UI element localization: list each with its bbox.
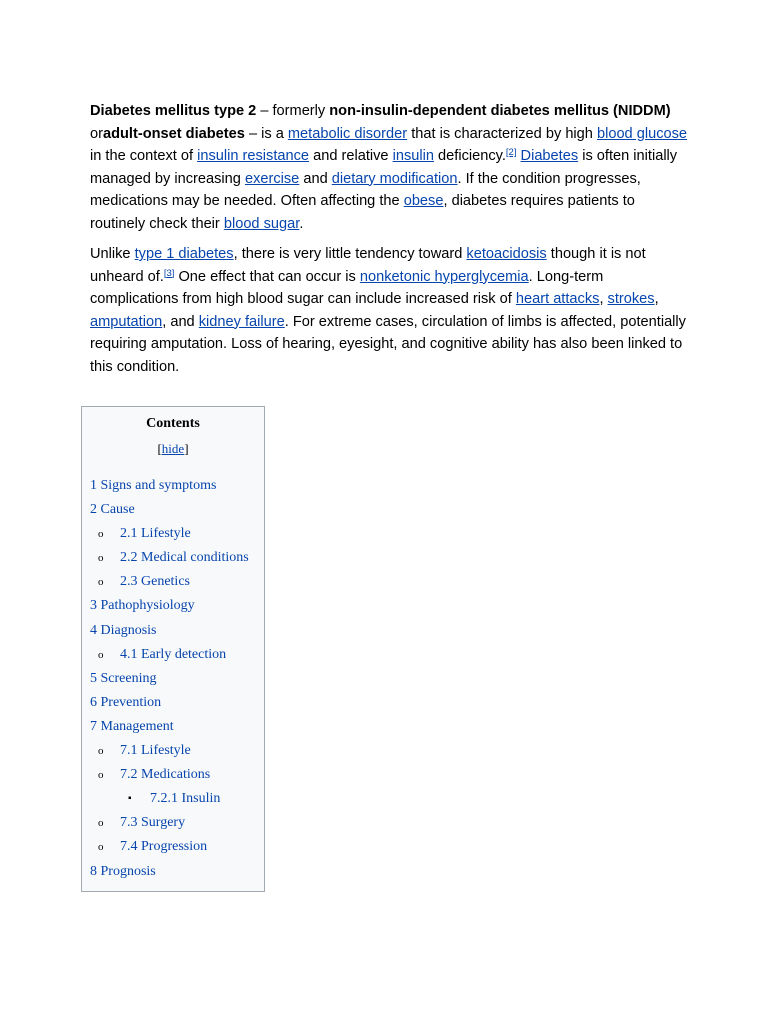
toc-item-number: 4.1 [120,646,138,662]
toc-item-label: Lifestyle [141,743,191,759]
text-run: – is a [244,125,288,142]
hollow-bullet-icon: o [98,769,104,782]
toc-item-number: 7 [90,718,97,734]
hollow-bullet-icon: o [98,552,104,565]
toc-title: Contents [146,416,200,431]
alt-name-niddm: non-insulin-dependent diabetes mellitus (NIDDM) [329,103,671,119]
toc-item-label: Cause [100,502,135,518]
toc-item [82,691,264,715]
toc-item-label: Genetics [141,574,190,590]
text-run: Unlike [90,246,135,262]
text-run: , [654,291,659,307]
toc-item-number: 2 [90,502,97,518]
hollow-bullet-icon: o [98,841,104,854]
text-run: One effect that can occur is [174,268,360,285]
text-run: . Long-term complications from high blood sugar can include increased risk of [90,268,604,307]
text-run: in the context of [90,148,198,164]
toc-item-number: 7.4 [120,839,138,855]
toc-link[interactable] [150,791,220,806]
toc-link[interactable] [90,671,156,686]
link-nonketonic-hyperglycemia[interactable]: nonketonic hyperglycemia [359,268,529,285]
link-exercise[interactable]: exercise [244,170,300,187]
toc-item [82,546,264,570]
text-run: that is characterized by high [407,125,597,142]
toc-item-number: 7.2 [120,767,138,783]
toc-item-label: Signs and symptoms [100,478,217,493]
hollow-bullet-icon: o [98,528,104,541]
toc-link[interactable] [120,767,210,782]
link-amputation[interactable]: amputation [90,313,163,330]
link-diabetes[interactable]: Diabetes [520,148,579,164]
text-run: , diabetes requires patients to routinely check their [90,193,635,232]
toc-link[interactable] [120,574,190,589]
text-run: deficiency. [433,148,506,164]
text-run: is often initially managed by increasing [90,148,678,187]
text-run: and [299,170,332,187]
link-kidney-failure[interactable]: kidney failure [198,313,285,330]
toc-item-label: Prognosis [100,863,156,879]
toc-list [82,474,264,884]
link-heart-attacks[interactable]: heart attacks [515,291,600,307]
toc-item-label: Pathophysiology [100,598,195,614]
toc-item [82,570,264,594]
toc-item-label: Diagnosis [100,622,157,638]
toc-link[interactable] [90,864,156,879]
alt-name-adult-onset: adult-onset diabetes [102,125,245,142]
toc-item-number: 6 [90,694,97,710]
toc-item [82,835,264,859]
link-type-1-diabetes[interactable]: type 1 diabetes [134,246,234,262]
link-obese[interactable]: obese [403,193,444,209]
toc-item-number: 3 [90,598,97,614]
text-run: . [299,215,304,232]
intro-paragraph [90,100,690,235]
text-run: , and [162,313,199,330]
toc-link[interactable] [90,502,135,517]
toc-item-label: Progression [141,839,208,855]
article-subject: Diabetes mellitus type 2 [90,103,257,119]
toc-item [82,498,264,522]
text-run: . For extreme cases, circulation of limbs is affected, potentially requiring amputation. Loss of hearing, eyesight, and cognitive ability has also been linked to this condition. [90,313,686,375]
link-strokes[interactable]: strokes [607,291,655,307]
link-metabolic-disorder[interactable]: metabolic disorder [287,125,408,142]
toc-item [82,667,264,691]
toc-link[interactable] [120,550,249,565]
toc-link[interactable] [120,743,191,758]
toc-item [82,787,264,811]
toc-item-label: Medications [141,767,211,783]
square-bullet-icon: ▪ [128,793,132,805]
toc-link[interactable] [120,647,226,662]
toc-item-number: 2.1 [120,526,138,542]
toc-item [82,643,264,667]
link-insulin-resistance[interactable]: insulin resistance [197,148,310,164]
toc-item [82,811,264,835]
toc-link[interactable] [90,478,216,493]
toc-item-label: Management [100,718,174,734]
toc-item [82,522,264,546]
citation-2[interactable]: [2] [505,147,517,158]
link-blood-sugar[interactable]: blood sugar [223,215,300,232]
citation-3[interactable]: [3] [163,267,175,279]
toc-item-label: Surgery [141,815,186,831]
table-of-contents [81,406,265,892]
toc-item-label: Prevention [100,694,162,710]
toc-link[interactable] [120,815,185,830]
toc-item [82,474,264,498]
link-ketoacidosis[interactable]: ketoacidosis [466,246,547,262]
toc-link[interactable] [120,526,191,541]
text-run: or [90,125,103,142]
toc-item [82,739,264,763]
toc-hide-link[interactable]: hide [161,441,185,456]
link-insulin[interactable]: insulin [392,148,434,164]
toc-item [82,860,264,884]
toc-link[interactable] [90,719,174,734]
toc-item-number: 7.2.1 [150,791,178,807]
toc-item-label: Lifestyle [141,526,191,542]
text-run: , [599,291,608,307]
link-dietary-modification[interactable]: dietary modification [331,170,458,187]
toc-item [82,763,264,787]
toc-link[interactable] [120,839,207,854]
toc-hide-toggle [82,440,264,458]
toc-item-number: 5 [90,670,97,686]
complications-paragraph [90,243,690,378]
toc-item-number: 4 [90,622,97,638]
toc-item-number: 8 [90,863,97,879]
toc-link[interactable] [90,623,157,638]
bracket-open: [ [157,441,162,456]
toc-item-label: Early detection [141,646,227,662]
toc-item-number: 2.2 [120,550,138,566]
article-body [90,100,690,386]
text-run: though it is not unheard of. [90,246,646,285]
text-run: – formerly [256,103,330,119]
text-run: , there is very little tendency toward [233,246,467,262]
hollow-bullet-icon: o [98,648,104,661]
text-run: . If the condition progresses, medications may be needed. Often affecting the [90,170,641,209]
toc-item [82,594,264,618]
toc-item-label: Insulin [181,791,221,807]
toc-item-number: 7.1 [120,743,138,759]
bracket-close: ] [184,441,189,456]
link-blood-glucose[interactable]: blood glucose [596,125,688,142]
toc-item-label: Screening [100,670,157,686]
toc-link[interactable] [90,598,195,613]
toc-item-label: Medical conditions [141,550,249,566]
toc-item-number: 7.3 [120,815,138,831]
hollow-bullet-icon: o [98,576,104,589]
toc-item [82,715,264,739]
toc-item-number: 2.3 [120,574,138,590]
text-run: and relative [309,148,393,164]
toc-item-number: 1 [90,478,97,493]
toc-link[interactable] [90,695,161,710]
hollow-bullet-icon: o [98,817,104,830]
hollow-bullet-icon: o [98,745,104,758]
toc-item [82,619,264,643]
